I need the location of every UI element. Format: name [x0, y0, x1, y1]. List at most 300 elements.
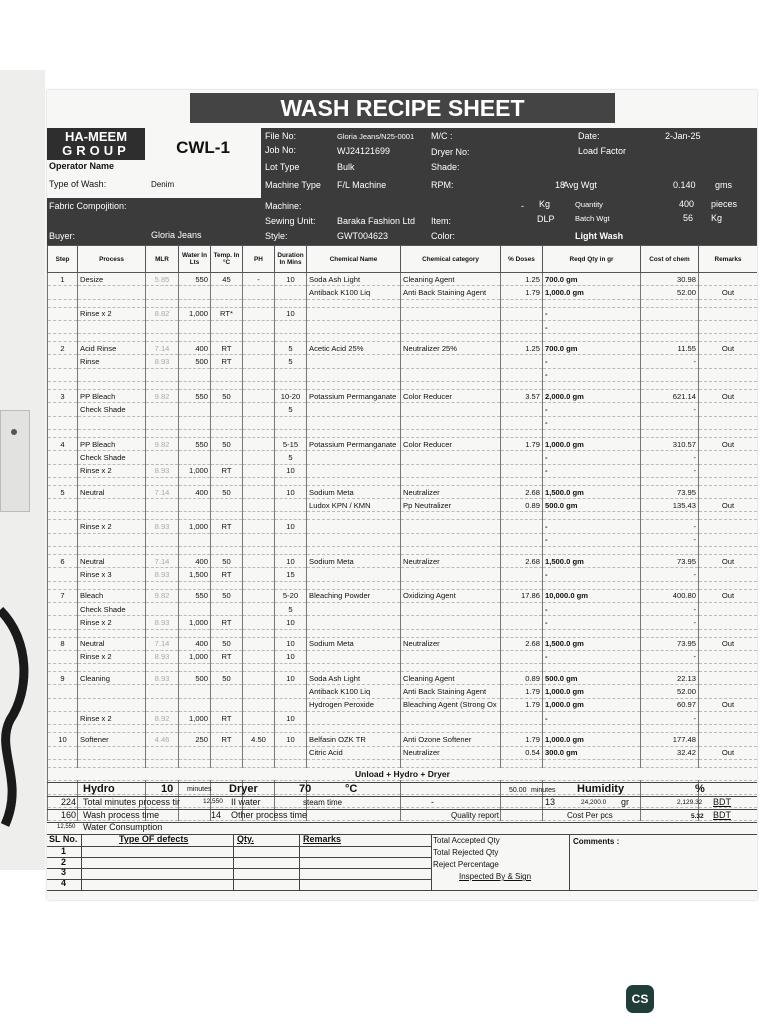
table-cell: 10: [275, 520, 307, 533]
table-cell: [307, 477, 401, 485]
table-cell: [275, 382, 307, 390]
table-cell: [243, 650, 275, 663]
footer-col-1: [81, 834, 82, 890]
table-cell: [699, 334, 758, 342]
table-cell: 2.68: [501, 485, 543, 498]
table-cell: [307, 533, 401, 546]
table-cell: [48, 382, 78, 390]
table-cell: [146, 512, 179, 520]
table-cell: [307, 581, 401, 589]
quality-report-label: Quality report: [451, 811, 500, 820]
table-cell: [78, 512, 146, 520]
table-cell: [179, 416, 211, 429]
style-value: GWT004623: [337, 231, 389, 241]
table-cell: 22.13: [641, 672, 699, 685]
logo-line-2: GROUP: [62, 143, 130, 158]
table-cell: [699, 685, 758, 698]
table-cell: 2.68: [501, 555, 543, 568]
wash-light-label: Light Wash: [575, 231, 624, 241]
table-cell: [699, 672, 758, 685]
table-cell: Sodium Meta: [307, 637, 401, 650]
table-cell: [78, 746, 146, 759]
sl-2: 2: [61, 856, 67, 867]
table-cell: [641, 547, 699, 555]
binder-tab: [0, 410, 30, 512]
footer-rule-8: [47, 879, 431, 880]
table-row: [48, 712, 758, 725]
table-cell: 0.89: [501, 499, 543, 512]
table-cell: 50: [211, 672, 243, 685]
table-cell: [401, 533, 501, 546]
table-cell: -: [543, 616, 641, 629]
table-cell: -: [543, 533, 641, 546]
lot-label: Lot Type: [265, 162, 300, 172]
avg-wgt-unit: gms: [715, 180, 733, 190]
table-cell: [48, 581, 78, 589]
file-value: Gloria Jeans/N25-0001: [337, 132, 415, 141]
table-cell: [48, 746, 78, 759]
table-cell: 5: [275, 342, 307, 355]
table-cell: [146, 581, 179, 589]
table-cell: [275, 547, 307, 555]
batch-wgt-unit: Kg: [711, 213, 723, 223]
table-cell: [243, 368, 275, 381]
sl-numbers: [61, 846, 66, 888]
table-cell: 500.0 gm: [543, 672, 641, 685]
date-value: 2-Jan-25: [665, 131, 701, 141]
table-cell: [401, 416, 501, 429]
table-cell: 1.25: [501, 273, 543, 286]
table-cell: [501, 355, 543, 368]
table-cell: [501, 429, 543, 437]
fabric-label: Fabric Compojition:: [49, 201, 127, 211]
table-cell: Check Shade: [78, 602, 146, 615]
gr-value: 24,200.0: [581, 799, 607, 806]
batch-wgt-label: Batch Wgt: [575, 214, 610, 223]
table-cell: 1,000.0 gm: [543, 437, 641, 450]
table-cell: 9.82: [146, 437, 179, 450]
table-cell: 52.00: [641, 286, 699, 299]
style-label: Style:: [265, 231, 288, 241]
table-cell: [401, 602, 501, 615]
table-cell: 73.95: [641, 555, 699, 568]
table-cell: [501, 416, 543, 429]
sheet-code: CWL-1: [145, 128, 261, 184]
item-label: Item:: [431, 216, 452, 226]
table-cell: [543, 429, 641, 437]
table-cell: [48, 477, 78, 485]
table-cell: [699, 650, 758, 663]
table-row: [48, 746, 758, 759]
table-row: [48, 403, 758, 416]
table-cell: 135.43: [641, 499, 699, 512]
table-cell: [275, 299, 307, 307]
table-cell: 550: [179, 589, 211, 602]
footer-rule-bottom: [47, 890, 757, 891]
table-cell: 1,500.0 gm: [543, 637, 641, 650]
table-row: [48, 512, 758, 520]
table-cell: [501, 629, 543, 637]
table-cell: [699, 759, 758, 767]
table-cell: Out: [699, 698, 758, 711]
table-cell: [307, 403, 401, 416]
operator-label: Operator Name: [49, 161, 115, 171]
table-cell: [699, 464, 758, 477]
footer-rule-5: [47, 846, 431, 847]
water-value: 12,550: [203, 798, 223, 805]
table-cell: [211, 664, 243, 672]
table-cell: [211, 299, 243, 307]
table-cell: [179, 299, 211, 307]
table-cell: [501, 650, 543, 663]
cost-per-pcs-unit: BDT: [713, 810, 731, 820]
lot-value: Bulk: [337, 162, 355, 172]
table-cell: -: [543, 307, 641, 320]
table-cell: -: [543, 368, 641, 381]
table-cell: [179, 629, 211, 637]
table-cell: -: [641, 403, 699, 416]
table-cell: -: [543, 520, 641, 533]
machine-label: Machine:: [265, 201, 302, 211]
table-cell: [78, 581, 146, 589]
table-cell: [146, 416, 179, 429]
table-cell: [307, 616, 401, 629]
table-cell: RT: [211, 616, 243, 629]
table-cell: [307, 334, 401, 342]
table-cell: [179, 334, 211, 342]
table-cell: 45: [211, 273, 243, 286]
table-row: [48, 759, 758, 767]
table-cell: [307, 368, 401, 381]
sewing-value: Baraka Fashion Ltd: [337, 216, 416, 226]
table-cell: [641, 320, 699, 333]
table-cell: [146, 382, 179, 390]
table-cell: [501, 664, 543, 672]
table-cell: [48, 725, 78, 733]
table-cell: [275, 334, 307, 342]
table-cell: 30.98: [641, 273, 699, 286]
table-cell: [179, 451, 211, 464]
table-cell: [501, 307, 543, 320]
hydro-value: 10: [161, 783, 174, 795]
table-cell: [78, 286, 146, 299]
table-cell: [275, 286, 307, 299]
table-cell: 73.95: [641, 485, 699, 498]
table-cell: [699, 355, 758, 368]
table-cell: [699, 451, 758, 464]
table-cell: 8.82: [146, 307, 179, 320]
sl-3: 3: [61, 867, 67, 877]
table-cell: [699, 307, 758, 320]
table-cell: RT*: [211, 307, 243, 320]
table-cell: 15: [275, 568, 307, 581]
table-cell: -: [543, 464, 641, 477]
table-cell: [501, 299, 543, 307]
table-cell: [699, 368, 758, 381]
table-cell: [401, 547, 501, 555]
table-cell: [401, 429, 501, 437]
column-header: Chemical Name: [307, 246, 401, 273]
table-row: [48, 320, 758, 333]
table-cell: [179, 725, 211, 733]
table-cell: 700.0 gm: [543, 273, 641, 286]
steam-dash: -: [431, 797, 434, 807]
table-cell: 300.0 gm: [543, 746, 641, 759]
column-header: Reqd Qty in gr: [543, 246, 641, 273]
table-cell: [211, 533, 243, 546]
table-cell: [48, 429, 78, 437]
table-cell: [211, 416, 243, 429]
table-cell: [211, 477, 243, 485]
table-cell: [641, 512, 699, 520]
table-cell: [48, 602, 78, 615]
table-cell: [641, 477, 699, 485]
table-cell: 8.93: [146, 355, 179, 368]
table-cell: [48, 320, 78, 333]
table-cell: [501, 616, 543, 629]
table-cell: [146, 368, 179, 381]
table-cell: [48, 355, 78, 368]
table-cell: Potassium Permanganate: [307, 437, 401, 450]
table-cell: RT: [211, 712, 243, 725]
water-consumption-value: 12,550: [57, 824, 76, 830]
table-cell: 700.0 gm: [543, 342, 641, 355]
table-cell: [243, 464, 275, 477]
dlp-label: DLP: [537, 214, 555, 224]
table-cell: [48, 286, 78, 299]
table-cell: [78, 299, 146, 307]
table-cell: Acid Rinse: [78, 342, 146, 355]
comments-label: Comments :: [573, 837, 620, 846]
dryer-label: Dryer: [229, 783, 258, 795]
table-cell: [243, 698, 275, 711]
table-cell: 1.79: [501, 698, 543, 711]
table-cell: [275, 629, 307, 637]
table-cell: [501, 403, 543, 416]
table-cell: 1,000.0 gm: [543, 733, 641, 746]
table-cell: Out: [699, 589, 758, 602]
load-factor-label: Load Factor: [578, 146, 627, 156]
table-cell: [501, 334, 543, 342]
table-cell: [501, 712, 543, 725]
table-cell: 1,000: [179, 307, 211, 320]
table-cell: [699, 725, 758, 733]
table-row: [48, 533, 758, 546]
table-cell: [146, 698, 179, 711]
mc-label: M/C :: [431, 131, 453, 141]
table-cell: [243, 437, 275, 450]
shade-label: Shade:: [431, 162, 460, 172]
table-cell: [307, 429, 401, 437]
table-cell: RT: [211, 733, 243, 746]
table-cell: [243, 746, 275, 759]
table-cell: 177.48: [641, 733, 699, 746]
machine-type-value: F/L Machine: [337, 180, 387, 190]
table-cell: 50: [211, 555, 243, 568]
table-cell: [307, 320, 401, 333]
table-cell: [78, 334, 146, 342]
table-cell: Neutralizer: [401, 485, 501, 498]
table-cell: [243, 429, 275, 437]
cost-per-pcs-value: 5.32: [691, 813, 704, 820]
steam-value: 13: [545, 797, 556, 807]
table-cell: Acetic Acid 25%: [307, 342, 401, 355]
table-cell: Out: [699, 437, 758, 450]
table-cell: [243, 637, 275, 650]
table-row: [48, 464, 758, 477]
table-cell: [307, 451, 401, 464]
table-cell: [307, 382, 401, 390]
table-cell: [48, 698, 78, 711]
table-cell: [641, 382, 699, 390]
table-cell: [243, 664, 275, 672]
table-cell: [48, 451, 78, 464]
table-cell: RT: [211, 342, 243, 355]
table-cell: 17.86: [501, 589, 543, 602]
table-row: [48, 286, 758, 299]
table-cell: [78, 477, 146, 485]
table-cell: Potassium Permanganate: [307, 390, 401, 403]
table-cell: [243, 759, 275, 767]
camscanner-badge[interactable]: CS: [626, 985, 654, 1013]
column-header: Process: [78, 246, 146, 273]
table-cell: 10: [275, 712, 307, 725]
table-cell: Color Reducer: [401, 390, 501, 403]
table-cell: [243, 685, 275, 698]
table-cell: 400: [179, 637, 211, 650]
table-cell: -: [641, 451, 699, 464]
table-cell: -: [641, 650, 699, 663]
table-cell: [179, 685, 211, 698]
table-header-row: [48, 246, 758, 273]
table-row: [48, 334, 758, 342]
table-cell: Soda Ash Light: [307, 672, 401, 685]
table-cell: [275, 533, 307, 546]
table-cell: [211, 512, 243, 520]
table-cell: [543, 664, 641, 672]
table-cell: [501, 382, 543, 390]
table-cell: [501, 368, 543, 381]
table-cell: [48, 712, 78, 725]
table-row: [48, 672, 758, 685]
table-cell: 1,000: [179, 650, 211, 663]
table-cell: Neutralizer: [401, 746, 501, 759]
table-cell: [699, 299, 758, 307]
table-cell: 4.46: [146, 733, 179, 746]
table-row: [48, 368, 758, 381]
table-cell: [307, 664, 401, 672]
table-cell: [275, 368, 307, 381]
table-cell: 7.14: [146, 342, 179, 355]
table-cell: [543, 477, 641, 485]
table-cell: [401, 320, 501, 333]
table-cell: Out: [699, 746, 758, 759]
table-cell: [307, 725, 401, 733]
table-cell: -: [641, 520, 699, 533]
column-header: Temp. In °C: [211, 246, 243, 273]
table-cell: -: [641, 616, 699, 629]
table-cell: [179, 368, 211, 381]
column-header: Step: [48, 246, 78, 273]
table-row: [48, 342, 758, 355]
table-cell: [48, 512, 78, 520]
table-cell: [243, 342, 275, 355]
table-cell: [78, 698, 146, 711]
table-cell: 9.82: [146, 390, 179, 403]
column-header: MLR: [146, 246, 179, 273]
table-cell: [78, 499, 146, 512]
table-row: [48, 733, 758, 746]
footer-col-2: [233, 834, 234, 890]
table-cell: [211, 685, 243, 698]
table-cell: [146, 547, 179, 555]
dryer-no-label: Dryer No:: [431, 147, 470, 157]
table-cell: PP Bleach: [78, 437, 146, 450]
dryer-minutes-value: 50.00: [509, 787, 527, 794]
gr-unit: gr: [621, 797, 630, 807]
table-row: [48, 451, 758, 464]
table-cell: 50: [211, 390, 243, 403]
total-minutes-label: Total minutes process tir: [83, 797, 181, 807]
table-cell: [275, 746, 307, 759]
table-cell: [699, 477, 758, 485]
color-label: Color:: [431, 231, 456, 241]
table-cell: [307, 568, 401, 581]
table-cell: 1,000: [179, 712, 211, 725]
table-cell: [146, 602, 179, 615]
table-cell: 8.93: [146, 616, 179, 629]
table-row: [48, 637, 758, 650]
table-row: [48, 485, 758, 498]
table-cell: [275, 698, 307, 711]
table-cell: [543, 512, 641, 520]
table-cell: [501, 512, 543, 520]
table-cell: 6: [48, 555, 78, 568]
machine-dash: -: [521, 201, 524, 211]
table-cell: -: [543, 712, 641, 725]
table-cell: [146, 664, 179, 672]
table-cell: [699, 581, 758, 589]
column-header: Chemical category: [401, 246, 501, 273]
table-cell: [78, 685, 146, 698]
table-cell: [146, 499, 179, 512]
table-cell: [179, 512, 211, 520]
table-cell: Antiback K100 Liq: [307, 685, 401, 698]
table-cell: [307, 547, 401, 555]
table-cell: [48, 520, 78, 533]
table-cell: [179, 664, 211, 672]
table-cell: Cleaning: [78, 672, 146, 685]
table-cell: Pp Neutralizer: [401, 499, 501, 512]
footer-rule-top: [47, 782, 757, 783]
table-cell: [401, 568, 501, 581]
table-cell: Bleach: [78, 589, 146, 602]
table-cell: -: [543, 416, 641, 429]
table-cell: [501, 451, 543, 464]
table-cell: [501, 520, 543, 533]
table-cell: [501, 477, 543, 485]
table-cell: 10: [275, 555, 307, 568]
table-cell: [401, 464, 501, 477]
table-cell: -: [543, 451, 641, 464]
table-cell: 10: [275, 485, 307, 498]
cable-decoration: [0, 600, 30, 830]
table-row: [48, 273, 758, 286]
table-cell: Ludox KPN / KMN: [307, 499, 401, 512]
table-cell: [211, 725, 243, 733]
sheet-title: WASH RECIPE SHEET: [190, 93, 615, 123]
quantity-value: 400: [679, 199, 695, 209]
